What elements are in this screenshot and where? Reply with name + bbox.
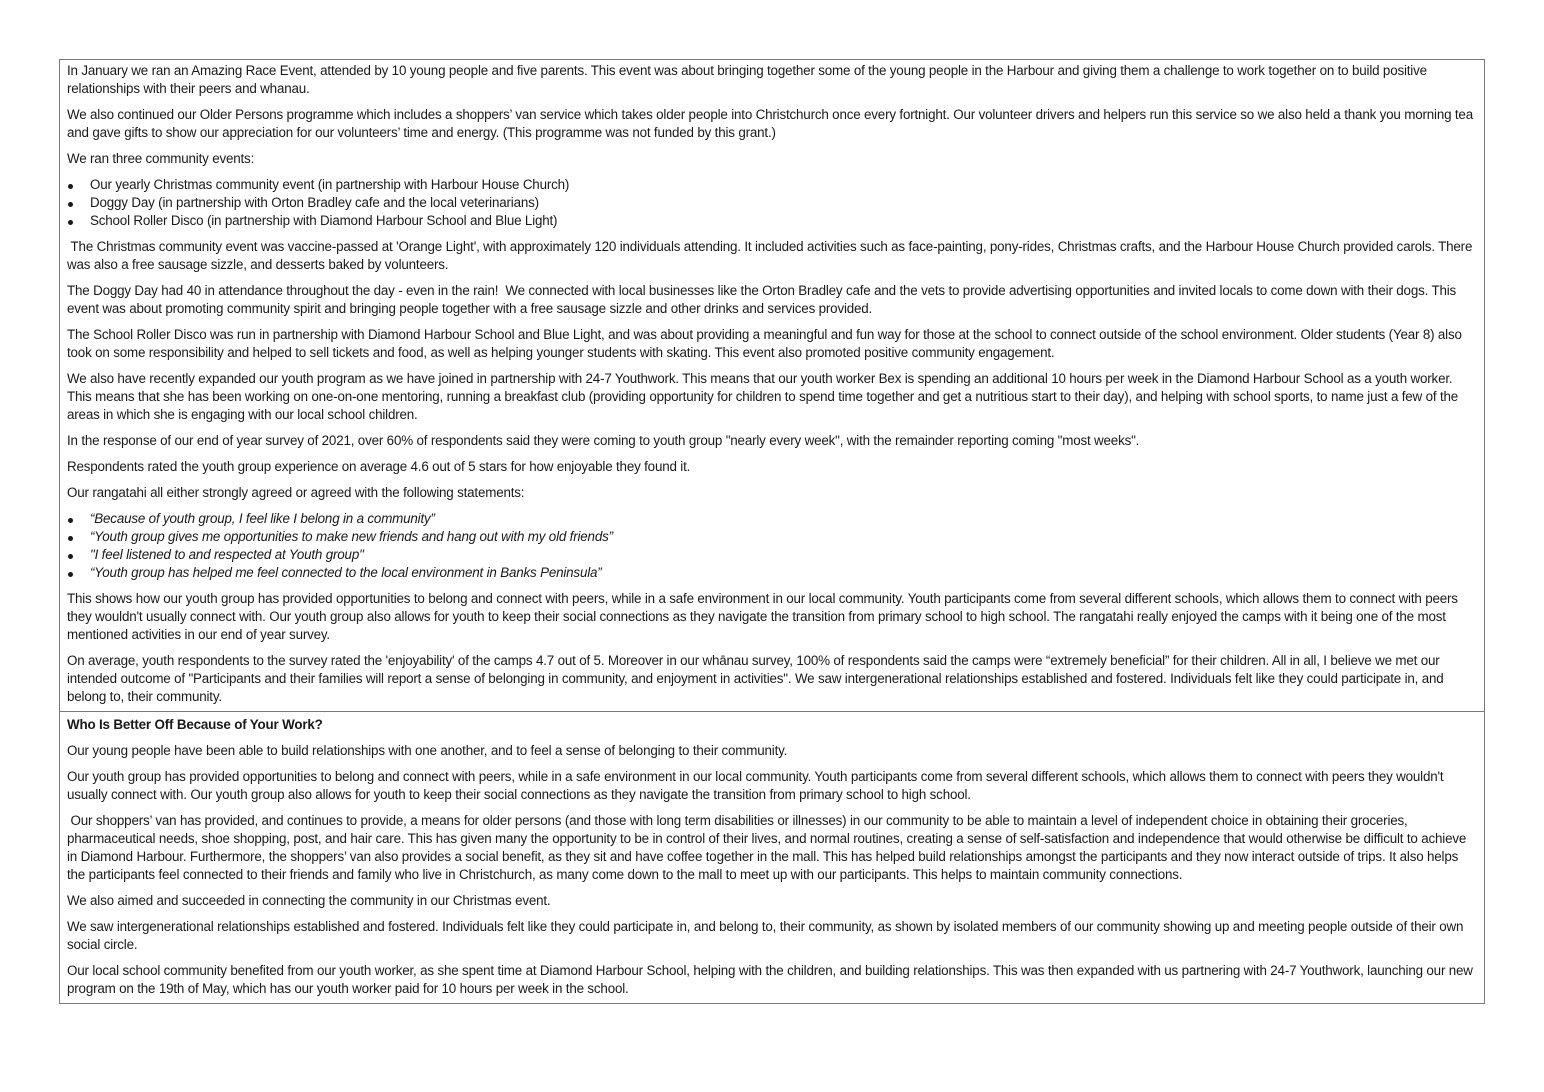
older-persons-paragraph: We also continued our Older Persons programme which includes a shoppers’ van service which takes older people into Christchurch once every fortnight. Our volunteer drivers and helpers run this service so we also held a thank you morning tea and gave gifts to show our appreciation for our volunteers’ time and energy. (This programme was not funded by this grant.) — [67, 107, 1473, 140]
list-item: Doggy Day (in partnership with Orton Bradley cafe and the local veterinarians) — [67, 194, 1476, 212]
roller-disco-paragraph: The School Roller Disco was run in partnership with Diamond Harbour School and Blue Light, and was about providing a meaningful and fun way for those at the school to connect outside of the school environment. Older students (Year 8) also took on some responsibility and helped to sell tickets and food, as well as helping younger students with skating. This event also promoted positive community engagement. — [67, 327, 1462, 360]
list-item: School Roller Disco (in partnership with Diamond Harbour School and Blue Light) — [67, 212, 1476, 230]
rating-paragraph: Respondents rated the youth group experience on average 4.6 out of 5 stars for how enjoyable they found it. — [67, 459, 691, 474]
christmas-connection-paragraph: We also aimed and succeeded in connecting the community in our Christmas event. — [67, 893, 551, 908]
camps-outcome-paragraph: On average, youth respondents to the survey rated the 'enjoyability' of the camps 4.7 out of 5. Moreover in our whānau survey, 100% of respondents said the camps were “extremely beneficial” for their children. All in all, I believe we met our intended outcome of "Participants and their families will report a sense of belonging in community, and enjoyment in activities". We saw intergenerational relationships established and fostered. Individuals felt like they could participate in, and belong to, their community. — [67, 653, 1444, 704]
section-heading: Who Is Better Off Because of Your Work? — [67, 717, 323, 732]
youth-group-paragraph: Our youth group has provided opportunities to belong and connect with peers, while in a safe environment in our local community. Youth participants come from several different schools, which allows them to connect with peers they wouldn't usually connect with. Our youth group also allows for youth to keep their social connections as they navigate the transition from primary school to high school. — [67, 769, 1444, 802]
survey-response-paragraph: In the response of our end of year survey of 2021, over 60% of respondents said they were coming to youth group "nearly every week", with the remainder reporting coming "most weeks". — [67, 433, 1140, 448]
report-table — [59, 59, 1485, 1004]
youth-program-paragraph: We also have recently expanded our youth program as we have joined in partnership with 24-7 Youthwork. This means that our youth worker Bex is spending an additional 10 hours per week in the Diamond Harbour School as a youth worker. This means that she has been working on one-on-one mentoring, running a breakfast club (providing opportunity for children to spend time together and get a nutritious start to their day), and helping with school sports, to name just a few of the areas in which she is engaging with our local school children. — [67, 371, 1459, 422]
shoppers-van-paragraph: Our shoppers’ van has provided, and continues to provide, a means for older persons (and those with long term disabilities or illnesses) in our community to be able to maintain a level of independent choice in obtaining their groceries, pharmaceutical needs, shoe shopping, post, and hair care. This has given many the opportunity to be in control of their lives, and normal routines, creating a sense of self-satisfaction and independence that would otherwise be difficult to achieve in Diamond Harbour. Furthermore, the shoppers’ van also provides a social benefit, as they sit and have coffee together in the mall. This has helped build relationships amongst the participants and they now interact outside of trips. It also helps the participants feel connected to their friends and family who live in Christchurch, as many come down to the mall to meet up with our participants. This helps to maintain community connections. — [67, 813, 1470, 882]
list-item: "I feel listened to and respected at Youth group" — [67, 546, 1476, 564]
doggy-day-paragraph: The Doggy Day had 40 in attendance throughout the day - even in the rain! We connected with local businesses like the Orton Bradley cafe and the vets to provide advertising opportunities and invited locals to come down with their dogs. This event was about promoting community spirit and bringing people together with a free sausage sizzle and other drinks and services provided. — [67, 283, 1460, 316]
who-is-better-off-cell — [60, 711, 1484, 1003]
list-item: “Youth group gives me opportunities to make new friends and hang out with my old friends” — [67, 528, 1476, 546]
list-item: “Because of youth group, I feel like I belong in a community” — [67, 510, 1476, 528]
christmas-event-paragraph: The Christmas community event was vaccine-passed at 'Orange Light', with approximately 120 individuals attending. It included activities such as face-painting, pony-rides, Christmas crafts, and the Harbour House Church provided carols. There was also a free sausage sizzle, and desserts baked by volunteers. — [67, 239, 1476, 272]
youth-group-summary-paragraph: This shows how our youth group has provided opportunities to belong and connect with peers, while in a safe environment in our local community. Youth participants come from several different schools, which allows them to connect with peers they wouldn't usually connect with. Our youth group also allows for youth to keep their social connections as they navigate the transition from primary school to high school. The rangatahi really enjoyed the camps with it being one of the most mentioned activities in our end of year survey. — [67, 591, 1458, 642]
relationships-paragraph: Our young people have been able to build relationships with one another, and to feel a sense of belonging to their community. — [67, 743, 788, 758]
list-item: Our yearly Christmas community event (in partnership with Harbour House Church) — [67, 176, 1476, 194]
statements-list — [67, 510, 1476, 582]
school-community-paragraph: Our local school community benefited from our youth worker, as she spent time at Diamond Harbour School, helping with the children, and building relationships. This was then expanded with us partnering with 24-7 Youthwork, launching our new program on the 19th of May, which has our youth worker paid for 10 hours per week in the school. — [67, 963, 1473, 996]
community-events-list — [67, 176, 1476, 230]
activities-cell — [60, 60, 1484, 711]
community-events-intro: We ran three community events: — [67, 151, 255, 166]
intergenerational-paragraph: We saw intergenerational relationships established and fostered. Individuals felt like they could participate in, and belong to, their community, as shown by isolated members of our community showing up and meeting people outside of their own social circle. — [67, 919, 1464, 952]
statements-intro: Our rangatahi all either strongly agreed or agreed with the following statements: — [67, 485, 525, 500]
amazing-race-paragraph: In January we ran an Amazing Race Event, attended by 10 young people and five parents. This event was about bringing together some of the young people in the Harbour and giving them a challenge to work together on to build positive relationships with their peers and whanau. — [67, 63, 1427, 96]
list-item: “Youth group has helped me feel connected to the local environment in Banks Peninsula” — [67, 564, 1476, 582]
